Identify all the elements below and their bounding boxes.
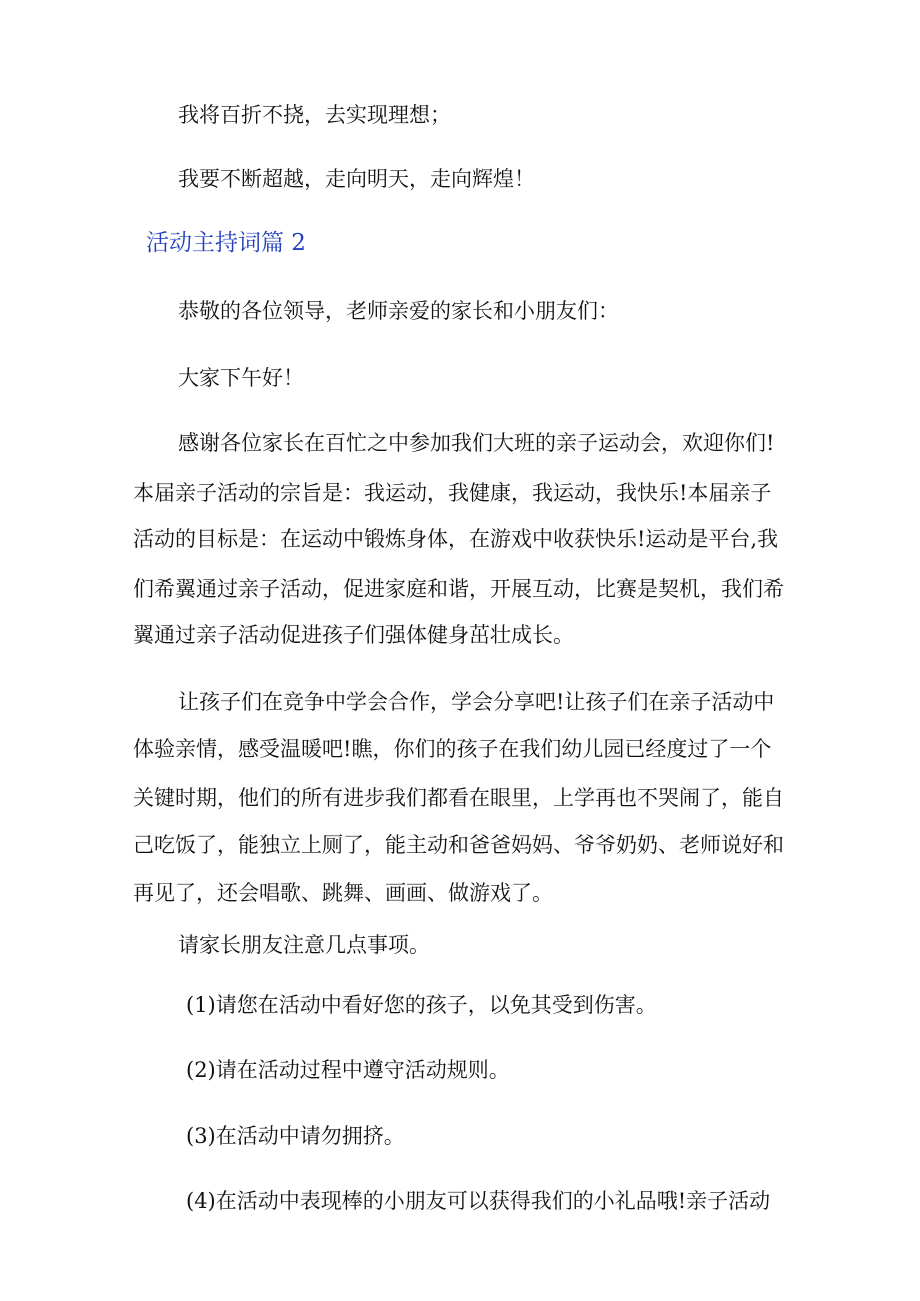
paragraph-line: 感谢各位家长在百忙之中参加我们大班的亲子运动会，欢迎你们! (178, 431, 775, 455)
paragraph-line: 们希翼通过亲子活动，促进家庭和谐，开展互动，比赛是契机，我们希 (133, 577, 784, 601)
text-line: 我将百折不挠，去实现理想； (178, 103, 451, 127)
paragraph-line: 关键时期，他们的所有进步我们都看在眼里，上学再也不哭闹了，能自 (133, 786, 784, 810)
notice-item: (2)请在活动过程中遵守活动规则。 (186, 1058, 510, 1082)
notice-intro: 请家长朋友注意几点事项。 (178, 933, 430, 957)
notice-item: (1)请您在活动中看好您的孩子，以免其受到伤害。 (186, 993, 657, 1017)
paragraph-line: 让孩子们在竞争中学会合作，学会分享吧!让孩子们在亲子活动中 (178, 690, 775, 714)
paragraph-line: 体验亲情，感受温暖吧!瞧，你们的孩子在我们幼儿园已经度过了一个 (133, 737, 772, 761)
paragraph-line: 再见了，还会唱歌、跳舞、画画、做游戏了。 (133, 881, 553, 905)
notice-item: (4)在活动中表现棒的小朋友可以获得我们的小礼品哦!亲子活动 (186, 1189, 771, 1213)
text-line: 我要不断超越，走向明天，走向辉煌！ (178, 167, 535, 191)
section-heading: 活动主持词篇 2 (146, 230, 306, 256)
paragraph-line: 本届亲子活动的宗旨是：我运动，我健康，我运动，我快乐!本届亲子 (133, 481, 772, 505)
paragraph-line: 翼通过亲子活动促进孩子们强体健身茁壮成长。 (133, 623, 574, 647)
hello-line: 大家下午好！ (178, 366, 304, 390)
greeting-line: 恭敬的各位领导，老师亲爱的家长和小朋友们： (178, 299, 619, 323)
paragraph-line: 己吃饭了，能独立上厕了，能主动和爸爸妈妈、爷爷奶奶、老师说好和 (133, 833, 784, 857)
paragraph-line: 活动的目标是：在运动中锻炼身体，在游戏中收获快乐!运动是平台,我 (133, 527, 779, 551)
notice-item: (3)在活动中请勿拥挤。 (186, 1124, 405, 1148)
